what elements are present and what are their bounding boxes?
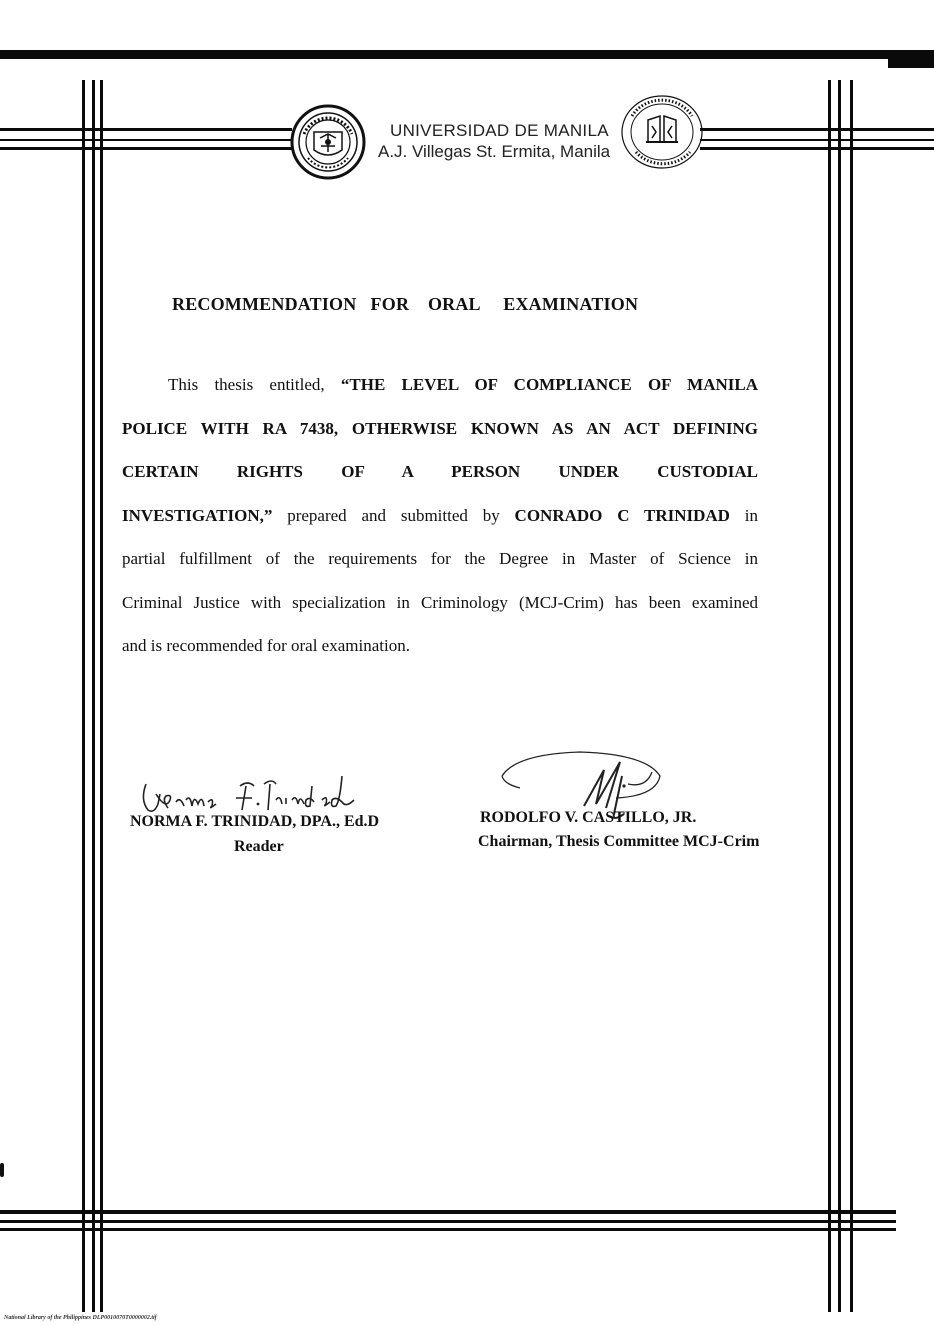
chairman-role: Chairman, Thesis Committee MCJ-Crim — [478, 833, 760, 850]
bottom-rule-1 — [0, 1210, 896, 1214]
body-line-3 — [122, 459, 758, 503]
body-line-1 — [122, 372, 758, 416]
thesis-title-part-2: POLICE WITH RA 7438, OTHERWISE KNOWN AS AN ACT DEFINING — [122, 418, 758, 438]
header-rule-right-2 — [700, 139, 934, 141]
body-line-5: partial fulfillment of the requirements for the Degree in Master of Science in — [122, 549, 758, 568]
body-line-7: and is recommended for oral examination. — [122, 636, 410, 655]
footer-archival-note: National Library of the Philippines DLP0010070T0000002.tif — [4, 1315, 157, 1321]
page-title: RECOMMENDATION FOR ORAL EXAMINATION — [172, 294, 639, 314]
body-line-4 — [122, 503, 758, 547]
header-rule-right-3 — [700, 147, 934, 150]
bottom-rule-2 — [0, 1220, 896, 1223]
frame-left-2 — [92, 80, 95, 1312]
header-rule-right-1 — [700, 128, 934, 131]
frame-left-3 — [100, 80, 103, 1312]
recommendation-body — [122, 372, 758, 677]
body-line-6: Criminal Justice with specialization in Criminology (MCJ-Crim) has been examined — [122, 592, 758, 612]
chairman-name: RODOLFO V. CASTILLO, JR. — [480, 809, 697, 826]
frame-right-1 — [828, 80, 831, 1312]
body-line-2 — [122, 416, 758, 460]
header-rule-left-3 — [0, 147, 292, 150]
frame-right-2 — [838, 80, 841, 1312]
reader-name: NORMA F. TRINIDAD, DPA., Ed.D — [130, 813, 380, 830]
top-border-ext — [888, 58, 934, 68]
header-rule-left-1 — [0, 128, 292, 131]
header-rule-left-2 — [0, 139, 292, 141]
thesis-title-part-4: INVESTIGATION,” — [122, 505, 273, 525]
letterhead — [378, 120, 610, 162]
thesis-title-part-3: CERTAIN RIGHTS OF A PERSON UNDER CUSTODIAL — [122, 462, 758, 481]
author-name: CONRADO C TRINIDAD — [514, 505, 730, 525]
reader-role: Reader — [234, 838, 284, 855]
university-address: A.J. Villegas St. Ermita, Manila — [378, 142, 611, 161]
frame-left-1 — [82, 80, 85, 1312]
body-line-4-text: prepared and submitted by — [272, 505, 515, 525]
top-border-thick — [0, 50, 934, 59]
bottom-rule-3 — [0, 1228, 896, 1231]
body-line-4-end: in — [729, 505, 758, 525]
body-line-1-intro: This thesis entitled, — [168, 375, 341, 394]
university-name: UNIVERSIDAD DE MANILA — [390, 121, 609, 140]
frame-right-3 — [850, 80, 853, 1312]
graduate-school-seal-icon — [616, 92, 708, 172]
university-seal-icon — [290, 104, 366, 180]
margin-mark — [0, 1163, 4, 1177]
thesis-title-part-1: “THE LEVEL OF COMPLIANCE OF MANILA — [340, 375, 758, 394]
